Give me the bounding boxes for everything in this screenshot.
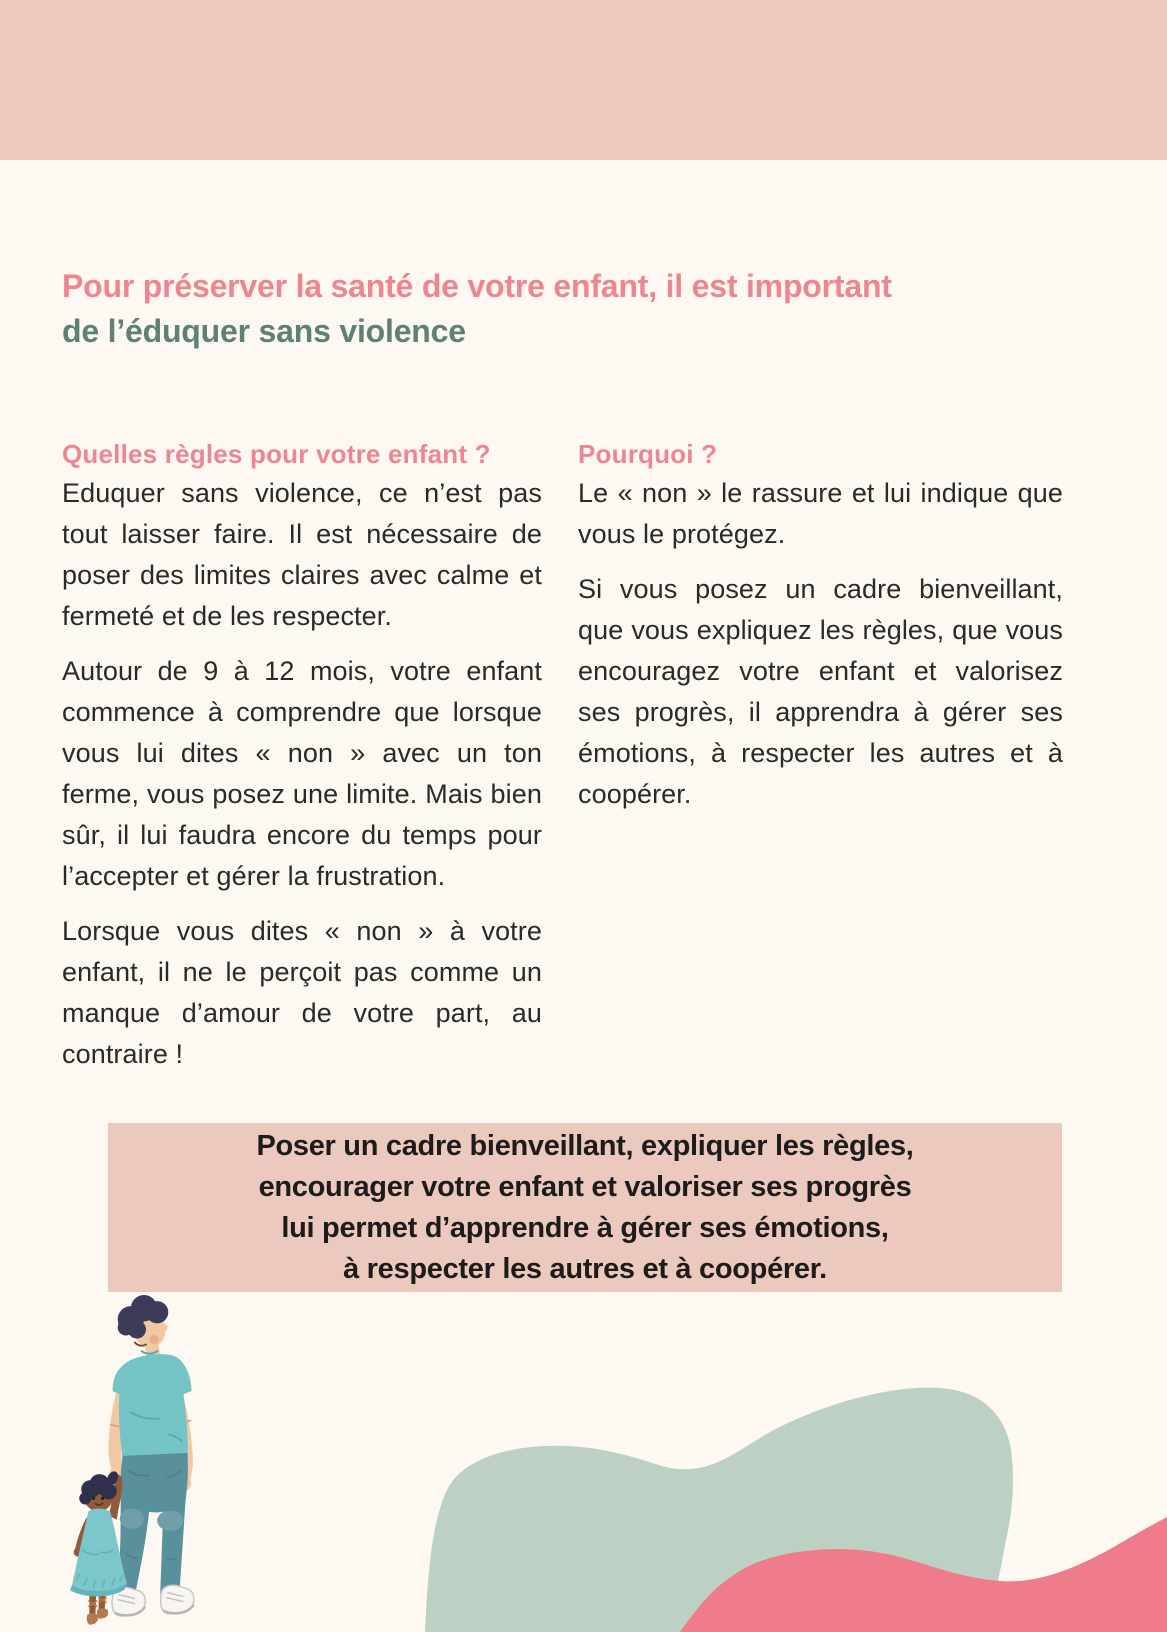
page-title-line2: de l’éduquer sans violence <box>62 313 466 349</box>
left-paragraph-1: Eduquer sans violence, ce n’est pas tout laisser faire. Il est nécessaire de poser des limites claires avec calme et fermeté et de les respecter. <box>62 478 542 631</box>
page-title-line1: Pour préserver la santé de votre enfant, il est important <box>62 268 892 304</box>
right-paragraph-2: Si vous posez un cadre bienveillant, que vous expliquez les règles, que vous encouragez votre enfant et valorisez ses progrès, il apprendra à gérer ses émotions, à respecter les autres et à coopérer. <box>578 574 1063 809</box>
father-shoes <box>112 1585 194 1616</box>
left-paragraph-3: Lorsque vous dites « non » à votre enfant, il ne le perçoit pas comme un manque d’amour de votre part, au contraire ! <box>62 916 542 1069</box>
left-paragraph-2: Autour de 9 à 12 mois, votre enfant commence à comprendre que lorsque vous lui dites « non » avec un ton ferme, vous posez une limite. Mais bien sûr, il lui faudra encore du temps pour l’accepter et gérer la frustration. <box>62 656 542 891</box>
right-column <box>578 436 1063 815</box>
callout-line-4: à respecter les autres et à coopérer. <box>343 1252 827 1285</box>
left-column <box>62 436 542 1075</box>
page-title <box>62 264 1072 354</box>
top-band <box>0 0 1167 160</box>
left-column-heading: Quelles règles pour votre enfant ? <box>62 439 491 469</box>
right-paragraph-1: Le « non » le rassure et lui indique que vous le protégez. <box>578 478 1063 549</box>
callout-line-3: lui permet d’apprendre à gérer ses émotions, <box>281 1211 889 1244</box>
callout-line-1: Poser un cadre bienveillant, expliquer les règles, <box>256 1129 914 1162</box>
right-column-heading: Pourquoi ? <box>578 439 718 469</box>
callout-box <box>108 1123 1062 1292</box>
parent-child-illustration <box>68 1293 220 1632</box>
callout-line-2: encourager votre enfant et valoriser ses progrès <box>258 1170 912 1203</box>
